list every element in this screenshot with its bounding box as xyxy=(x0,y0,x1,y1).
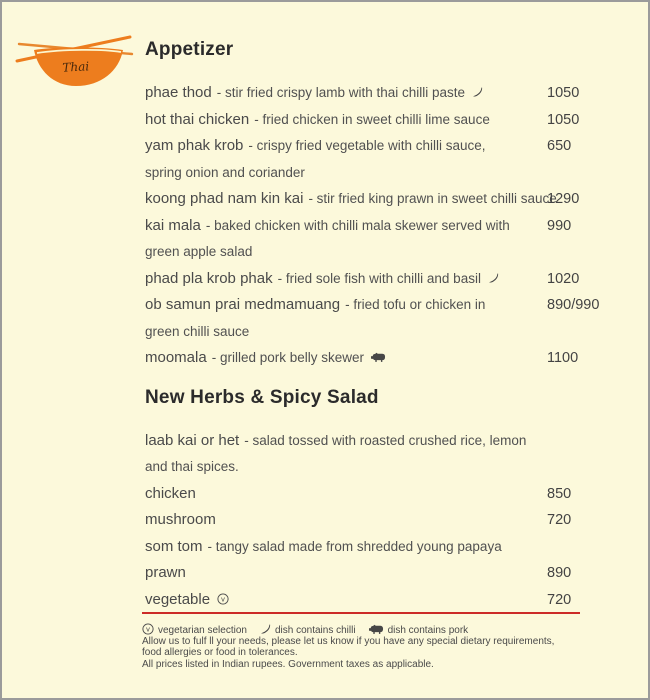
menu-item-row xyxy=(145,349,585,376)
dish-name: koong phad nam kin kai xyxy=(145,190,304,207)
dish-price: 890/990 xyxy=(547,297,600,313)
thai-wok-logo xyxy=(15,29,135,93)
legend-label: dish contains pork xyxy=(387,625,469,636)
menu-item-continuation xyxy=(145,243,585,270)
dish-name: moomala xyxy=(145,349,207,366)
dish-description: - baked chicken with chilli mala skewer served with xyxy=(205,217,510,233)
dish-name: prawn xyxy=(145,564,186,581)
dish-price: 890 xyxy=(547,565,572,581)
menu-item-row xyxy=(145,432,585,459)
dish-price: 1050 xyxy=(547,85,580,101)
dish-name: som tom xyxy=(145,537,203,555)
dish-price: 990 xyxy=(547,217,572,234)
menu-item-row xyxy=(145,217,585,244)
footer-notes xyxy=(142,636,554,670)
dish-description: - stir fried crispy lamb with thai chilli paste xyxy=(216,85,466,100)
dish-description-continued: green apple salad xyxy=(145,244,253,259)
dish-name: laab kai or het xyxy=(145,431,240,449)
dish-description: - crispy fried vegetable with chilli sauce, xyxy=(248,138,486,153)
section-title: Appetizer xyxy=(145,39,234,60)
dish-description-continued: green chilli sauce xyxy=(145,323,250,339)
menu-item-row xyxy=(145,296,600,323)
dish-description: - salad tossed with roasted crushed rice, lemon xyxy=(244,432,527,448)
menu-item-row xyxy=(145,84,585,111)
menu-item-continuation xyxy=(145,458,585,485)
footer-note: All prices listed in Indian rupees. Government taxes as applicable. xyxy=(142,658,434,670)
dish-name: ob samun prai medmamuang xyxy=(145,296,341,313)
dish-description: - fried chicken in sweet chilli lime sauce xyxy=(254,111,490,127)
dish-price: 850 xyxy=(547,485,572,502)
dish-description-continued: and thai spices. xyxy=(145,459,239,474)
dish-price: 1290 xyxy=(547,191,580,207)
dish-price: 1050 xyxy=(547,111,580,128)
menu-item-row xyxy=(145,511,585,538)
dish-name: yam phak krob xyxy=(145,137,244,154)
logo-text: Thai xyxy=(62,59,90,75)
legend-label: dish contains chilli xyxy=(274,625,356,636)
dish-description: - grilled pork belly skewer xyxy=(211,350,365,365)
legend-label: vegetarian selection xyxy=(158,625,247,636)
pork-icon xyxy=(371,350,386,368)
section-title: New Herbs & Spicy Salad xyxy=(145,386,379,408)
dish-name: vegetable xyxy=(145,590,211,608)
dish-price: 720 xyxy=(547,512,572,528)
dish-name: chicken xyxy=(145,484,196,502)
dish-description: - stir fried king prawn in sweet chilli sauce xyxy=(308,191,557,206)
dish-description-continued: spring onion and coriander xyxy=(145,164,305,180)
dish-price: 1020 xyxy=(547,270,580,287)
dish-description: - tangy salad made from shredded young papaya xyxy=(207,538,502,554)
menu-item-row xyxy=(145,485,585,512)
menu-item-row xyxy=(145,137,585,164)
menu-item-continuation xyxy=(145,323,585,350)
menu-item-continuation xyxy=(145,164,585,191)
footer-note: Allow us to fulf ll your needs, please let us know if you have any special dietary requirements, xyxy=(142,636,555,647)
dish-description: - fried sole fish with chilli and basil xyxy=(277,270,481,286)
dish-name: phae thod xyxy=(145,84,212,101)
dish-name: kai mala xyxy=(145,216,201,234)
dish-name: mushroom xyxy=(145,511,216,528)
divider-rule xyxy=(142,612,580,614)
menu-content xyxy=(145,28,600,617)
veg-icon xyxy=(217,592,229,610)
dish-price: 650 xyxy=(547,138,572,154)
menu-item-row xyxy=(145,538,585,565)
menu-item-row xyxy=(145,270,585,297)
menu-item-row xyxy=(145,564,585,591)
dish-name: hot thai chicken xyxy=(145,110,250,128)
menu-item-row xyxy=(145,190,585,217)
dish-price: 720 xyxy=(547,591,572,608)
svg-text:v: v xyxy=(221,594,225,604)
chilli-icon xyxy=(488,271,499,289)
footer-note: food allergies or food in tolerances. xyxy=(142,647,298,659)
menu-item-row xyxy=(145,111,585,138)
chilli-icon xyxy=(472,85,483,103)
dish-price: 1100 xyxy=(547,350,579,366)
svg-text:v: v xyxy=(146,624,150,634)
dish-description: - fried tofu or chicken in xyxy=(345,297,486,312)
dish-name: phad pla krob phak xyxy=(145,269,273,287)
